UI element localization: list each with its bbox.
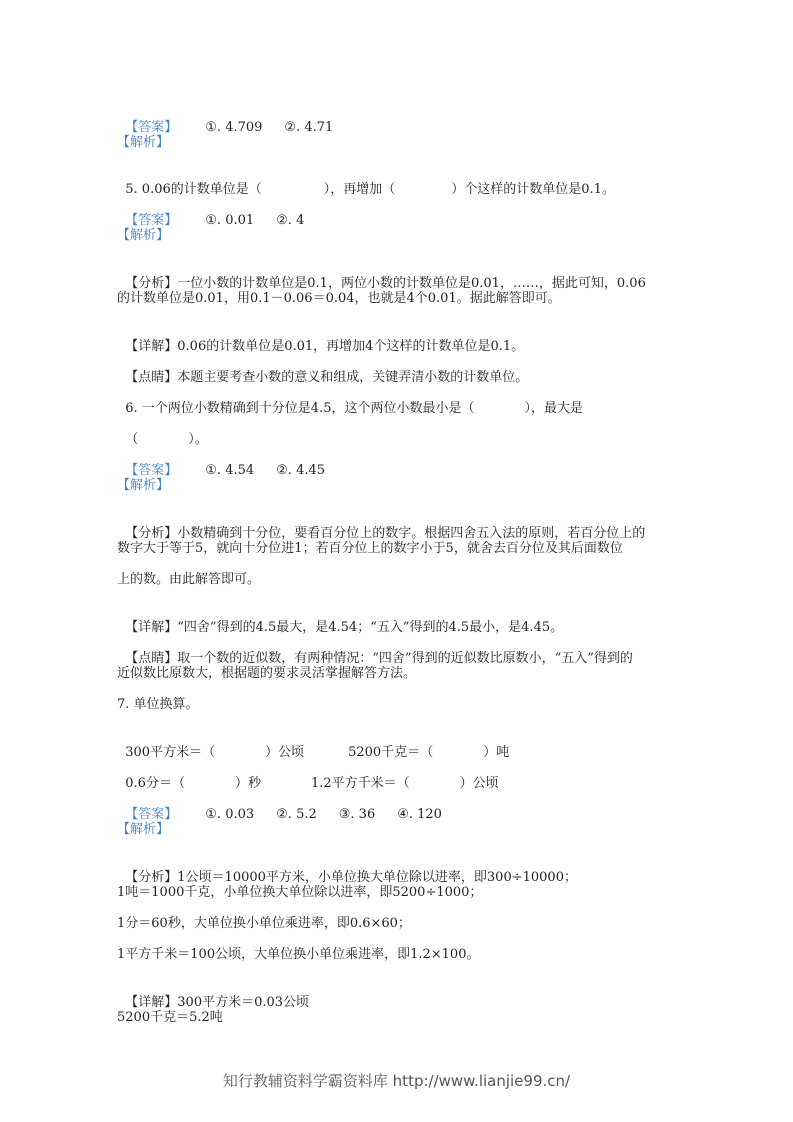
question-text: ）秒 xyxy=(234,776,261,791)
q7-row2 xyxy=(117,760,499,792)
q6-answer-row xyxy=(117,447,347,479)
q6-question xyxy=(117,385,583,417)
question-text: ）公顷 xyxy=(265,745,305,760)
q5-answer-row xyxy=(117,197,326,229)
answer-item: ①. 4.54 xyxy=(205,463,255,478)
answer-item: ②. 4.71 xyxy=(284,120,334,135)
detail-text: “四舍”得到的4.5最大，是4.54；“五入”得到的4.5最小，是4.45。 xyxy=(177,620,564,635)
analysis-label: 【分析】 xyxy=(125,276,178,291)
question-text: ）吨 xyxy=(483,745,510,760)
q6-analysis-cont: 数字大于等于5，就向十分位进1；若百分位上的数字小于5，就舍去百分位及其后面数位 xyxy=(117,541,623,556)
detail-text: 0.06的计数单位是0.01，再增加4个这样的计数单位是0.1。 xyxy=(177,339,525,354)
answer-item: ①. 0.03 xyxy=(205,807,255,822)
q6-analysis xyxy=(117,510,645,542)
analysis-label: 【分析】 xyxy=(125,526,178,541)
analysis-header: 【解析】 xyxy=(117,135,170,150)
question-text: 5200千克＝（ xyxy=(348,745,434,760)
q5-analysis-cont: 的计数单位是0.01，用0.1－0.06＝0.04，也就是4个0.01。据此解答即可。 xyxy=(117,291,561,306)
analysis-text: 1公顷＝10000平方米，小单位换大单位除以进率，即300÷10000； xyxy=(177,870,577,885)
question-text: ）。 xyxy=(188,432,208,447)
analysis-header: 【解析】 xyxy=(117,228,170,243)
question-text: ），最大是 xyxy=(524,401,583,416)
comment-label: 【点睛】 xyxy=(125,651,178,666)
answer-item: ①. 4.709 xyxy=(205,120,263,135)
q6-comment-cont: 近似数比原数大，根据题的要求灵活掌握解答方法。 xyxy=(117,666,417,681)
q7-detail-cont: 5200千克＝5.2吨 xyxy=(117,1010,223,1025)
answer-label: 【答案】 xyxy=(125,120,178,135)
detail-label: 【详解】 xyxy=(125,620,178,635)
analysis-text: 小数精确到十分位，要看百分位上的数字。根据四舍五入法的原则，若百分位上的 xyxy=(177,526,646,541)
answer-item: ③. 36 xyxy=(338,807,376,822)
comment-label: 【点睛】 xyxy=(125,370,178,385)
q7-analysis-cont: 1平方千米＝100公顷，大单位换小单位乘进率，即1.2×100。 xyxy=(117,947,480,962)
comment-text: 本题主要考查小数的意义和组成，关键弄清小数的计数单位。 xyxy=(177,370,529,385)
q6-detail xyxy=(117,604,563,636)
q5-question xyxy=(117,166,615,198)
footer-watermark: 知行教辅资料学霸资料库 http://www.lianjie99.cn/ xyxy=(222,1072,571,1090)
answer-item: ②. 4 xyxy=(276,213,305,228)
answer-item: ②. 5.2 xyxy=(276,807,317,822)
question-text: 1.2平方千米＝（ xyxy=(310,776,410,791)
question-text: ），再增加（ xyxy=(323,182,396,197)
q7-title: 7. 单位换算。 xyxy=(117,697,199,712)
detail-label: 【详解】 xyxy=(125,995,178,1010)
q5-detail xyxy=(117,323,524,355)
answer-item: ①. 0.01 xyxy=(205,213,255,228)
answer-label: 【答案】 xyxy=(125,807,178,822)
q6-question-cont xyxy=(117,416,208,448)
q4-answer-row xyxy=(117,104,355,136)
question-text: 300平方米＝（ xyxy=(125,745,216,760)
answer-item: ④. 120 xyxy=(397,807,442,822)
comment-text: 取一个数的近似数，有两种情况：“四舍”得到的近似数比原数小，“五入”得到的 xyxy=(177,651,633,666)
answer-item: ②. 4.45 xyxy=(276,463,326,478)
analysis-text: 一位小数的计数单位是0.1，两位小数的计数单位是0.01，……，据此可知，0.06 xyxy=(177,276,646,291)
detail-text: 300平方米＝0.03公顷 xyxy=(177,995,310,1010)
q7-answer-row xyxy=(117,791,464,823)
q6-comment xyxy=(117,635,633,667)
detail-label: 【详解】 xyxy=(125,339,178,354)
q6-analysis-cont: 上的数。由此解答即可。 xyxy=(117,572,261,587)
q7-detail xyxy=(117,979,309,1011)
q7-analysis-cont: 1分＝60秒，大单位换小单位乘进率，即0.6×60； xyxy=(117,916,411,931)
analysis-header: 【解析】 xyxy=(117,478,170,493)
q7-analysis-cont: 1吨＝1000千克，小单位换大单位除以进率，即5200÷1000； xyxy=(117,885,483,900)
question-text: 0.6分＝（ xyxy=(125,776,185,791)
answer-label: 【答案】 xyxy=(125,213,178,228)
q7-analysis xyxy=(117,854,577,886)
question-text: ）公顷 xyxy=(459,776,499,791)
question-text: ）个这样的计数单位是0.1。 xyxy=(451,182,615,197)
q5-analysis xyxy=(117,260,646,292)
analysis-header: 【解析】 xyxy=(117,822,170,837)
question-text: 5. 0.06的计数单位是（ xyxy=(125,182,262,197)
analysis-label: 【分析】 xyxy=(125,870,178,885)
question-text: （ xyxy=(125,432,139,447)
q7-row1 xyxy=(117,729,509,761)
question-text: 6. 一个两位小数精确到十分位是4.5，这个两位小数最小是（ xyxy=(125,401,475,416)
q5-comment xyxy=(117,354,528,386)
answer-label: 【答案】 xyxy=(125,463,178,478)
